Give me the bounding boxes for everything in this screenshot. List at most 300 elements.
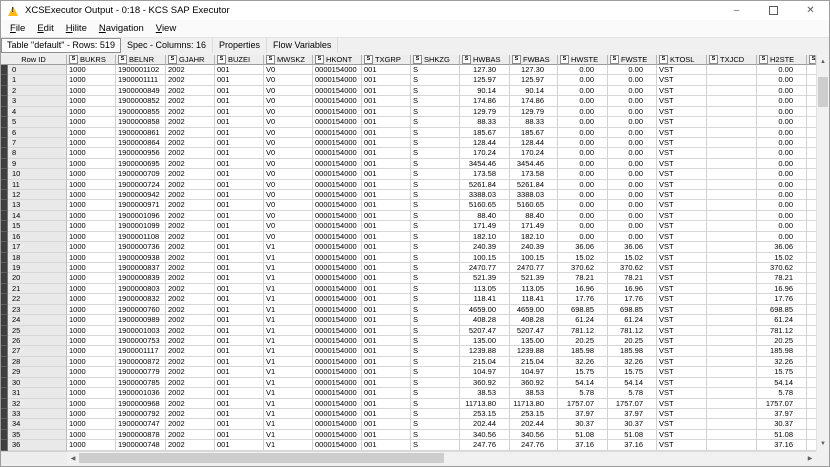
table-header-row [1,55,816,65]
hilite-marker[interactable] [1,75,8,85]
string-type-icon: S [512,55,521,64]
cell-hkont: 0000154000 [313,65,362,75]
cell-bukrs: 1000 [67,169,116,179]
cell-hwbas: 185.67 [460,128,510,138]
cell-txjcd [707,138,757,148]
cell-txjcd [707,315,757,325]
column-header-mwskz[interactable] [264,55,313,65]
cell-hwste: 15.75 [558,367,608,377]
cell-hkont: 0000154000 [313,367,362,377]
table-row[interactable] [1,75,816,85]
cell-clipped [807,440,816,450]
table-row[interactable] [1,273,816,283]
cell-hkont: 0000154000 [313,305,362,315]
menu-navigation[interactable]: Navigation [98,23,144,34]
cell-hkont: 0000154000 [313,294,362,304]
cell-h2ste: 1757.07 [757,399,807,409]
string-type-icon: S [364,55,373,64]
scroll-down-icon[interactable]: ▼ [820,441,826,447]
cell-clipped [807,221,816,231]
column-header-label: FWSTE [621,55,648,64]
row-id: 3 [8,96,67,106]
menu-view[interactable]: View [155,23,177,34]
column-header-fwbas[interactable] [510,55,558,65]
menu-file[interactable]: File [10,23,26,34]
table-row[interactable] [1,96,816,106]
cell-mwskz: V1 [264,367,313,377]
cell-gjahr: 2002 [166,138,215,148]
cell-txjcd [707,419,757,429]
hilite-marker[interactable] [1,86,8,96]
column-header-belnr[interactable] [116,55,166,65]
column-header-h2ste[interactable] [757,55,807,65]
cell-txgrp: 001 [362,326,411,336]
cell-clipped [807,107,816,117]
row-id: 18 [8,253,67,263]
hilite-marker[interactable] [1,388,8,398]
row-id: 17 [8,242,67,252]
cell-txjcd [707,107,757,117]
cell-ktosl: VST [657,263,707,273]
column-header-label: GJAHR [179,55,205,64]
cell-hwste: 185.98 [558,346,608,356]
cell-hwbas: 215.04 [460,357,510,367]
maximize-button[interactable] [755,1,792,20]
hilite-marker[interactable] [1,211,8,221]
string-type-icon: S [809,55,816,64]
cell-hwbas: 127.30 [460,65,510,75]
cell-belnr: 1900000938 [116,253,166,263]
row-id-column-header[interactable]: Row ID [1,55,67,65]
cell-bukrs: 1000 [67,180,116,190]
cell-fwbas: 127.30 [510,65,558,75]
column-header-clipped[interactable] [807,55,816,65]
hilite-marker[interactable] [1,190,8,200]
row-id: 30 [8,378,67,388]
row-id: 9 [8,159,67,169]
hilite-marker[interactable] [1,430,8,440]
table-row[interactable] [1,86,816,96]
cell-fwste: 37.97 [608,409,657,419]
cell-belnr: 1900000839 [116,273,166,283]
table-row[interactable] [1,315,816,325]
cell-ktosl: VST [657,242,707,252]
column-header-buzei[interactable] [215,55,264,65]
cell-belnr: 1900001102 [116,65,166,75]
table-row[interactable] [1,221,816,231]
cell-clipped [807,430,816,440]
row-id: 5 [8,117,67,127]
cell-fwbas: 3454.46 [510,159,558,169]
cell-txgrp: 001 [362,273,411,283]
cell-hwbas: 171.49 [460,221,510,231]
cell-hwbas: 129.79 [460,107,510,117]
cell-h2ste: 37.97 [757,409,807,419]
hilite-marker[interactable] [1,315,8,325]
cell-clipped [807,419,816,429]
cell-hwbas: 38.53 [460,388,510,398]
cell-buzei: 001 [215,200,264,210]
cell-belnr: 1900000709 [116,169,166,179]
string-type-icon: S [709,55,718,64]
cell-hwbas: 118.41 [460,294,510,304]
hilite-marker[interactable] [1,117,8,127]
hilite-marker[interactable] [1,273,8,283]
cell-clipped [807,336,816,346]
cell-mwskz: V0 [264,180,313,190]
cell-txjcd [707,159,757,169]
cell-h2ste: 15.75 [757,367,807,377]
row-id: 35 [8,430,67,440]
string-type-icon: S [560,55,569,64]
cell-bukrs: 1000 [67,117,116,127]
column-header-shkzg[interactable] [411,55,460,65]
table-row[interactable] [1,169,816,179]
cell-fwste: 0.00 [608,232,657,242]
cell-belnr: 1900000864 [116,138,166,148]
string-type-icon: S [462,55,471,64]
cell-belnr: 1900000858 [116,117,166,127]
cell-txjcd [707,378,757,388]
row-id: 19 [8,263,67,273]
column-header-gjahr[interactable] [166,55,215,65]
hilite-marker[interactable] [1,96,8,106]
cell-shkzg: S [411,232,460,242]
cell-bukrs: 1000 [67,86,116,96]
hilite-marker[interactable] [1,180,8,190]
hilite-marker[interactable] [1,409,8,419]
cell-hwste: 0.00 [558,221,608,231]
cell-txgrp: 001 [362,107,411,117]
cell-buzei: 001 [215,284,264,294]
horizontal-scrollbar-thumb[interactable] [79,453,444,463]
cell-fwbas: 129.79 [510,107,558,117]
cell-mwskz: V0 [264,221,313,231]
cell-fwste: 30.37 [608,419,657,429]
column-header-label: FWBAS [523,55,550,64]
cell-fwbas: 521.39 [510,273,558,283]
table-row[interactable] [1,107,816,117]
cell-belnr: 1900001111 [116,75,166,85]
horizontal-scrollbar[interactable] [67,451,816,464]
cell-buzei: 001 [215,273,264,283]
cell-txgrp: 001 [362,117,411,127]
string-type-icon: S [69,55,78,64]
cell-hkont: 0000154000 [313,75,362,85]
table-row[interactable] [1,440,816,450]
cell-hkont: 0000154000 [313,263,362,273]
cell-hkont: 0000154000 [313,253,362,263]
cell-buzei: 001 [215,419,264,429]
cell-h2ste: 0.00 [757,117,807,127]
cell-txjcd [707,367,757,377]
cell-ktosl: VST [657,326,707,336]
hilite-marker[interactable] [1,357,8,367]
cell-belnr: 1900001003 [116,326,166,336]
cell-clipped [807,315,816,325]
cell-hwste: 0.00 [558,200,608,210]
cell-bukrs: 1000 [67,65,116,75]
cell-buzei: 001 [215,367,264,377]
vertical-scrollbar-thumb[interactable] [818,77,828,107]
cell-mwskz: V0 [264,232,313,242]
cell-mwskz: V1 [264,388,313,398]
table-row[interactable] [1,336,816,346]
cell-fwste: 0.00 [608,107,657,117]
cell-hkont: 0000154000 [313,128,362,138]
table-row[interactable] [1,388,816,398]
cell-hwste: 36.06 [558,242,608,252]
table-row[interactable] [1,117,816,127]
cell-clipped [807,169,816,179]
hilite-marker[interactable] [1,169,8,179]
hilite-marker[interactable] [1,399,8,409]
column-header-txgrp[interactable] [362,55,411,65]
minimize-button[interactable]: – [733,5,740,16]
hilite-marker[interactable] [1,65,8,75]
cell-hwbas: 521.39 [460,273,510,283]
cell-h2ste: 36.06 [757,242,807,252]
cell-mwskz: V1 [264,273,313,283]
cell-belnr: 1900001096 [116,211,166,221]
cell-txjcd [707,117,757,127]
cell-mwskz: V0 [264,75,313,85]
hilite-marker[interactable] [1,148,8,158]
row-id: 13 [8,200,67,210]
table-row[interactable] [1,159,816,169]
table-row[interactable] [1,253,816,263]
tab-2[interactable]: Properties [213,38,267,53]
hilite-marker[interactable] [1,253,8,263]
scroll-right-icon[interactable]: ▶ [807,455,813,462]
hilite-marker[interactable] [1,336,8,346]
cell-hkont: 0000154000 [313,273,362,283]
menu-edit[interactable]: Edit [37,23,54,34]
cell-shkzg: S [411,86,460,96]
table-row[interactable] [1,430,816,440]
hilite-marker[interactable] [1,440,8,450]
cell-txjcd [707,357,757,367]
cell-hwste: 370.62 [558,263,608,273]
table-row[interactable] [1,148,816,158]
table-row[interactable] [1,419,816,429]
column-header-txjcd[interactable] [707,55,757,65]
hilite-marker[interactable] [1,128,8,138]
hilite-marker[interactable] [1,159,8,169]
cell-hwbas: 11713.80 [460,399,510,409]
cell-belnr: 1900000748 [116,440,166,450]
hilite-marker[interactable] [1,232,8,242]
cell-shkzg: S [411,253,460,263]
cell-txgrp: 001 [362,242,411,252]
column-header-bukrs[interactable] [67,55,116,65]
table-row[interactable] [1,284,816,294]
cell-belnr: 1900000942 [116,190,166,200]
cell-gjahr: 2002 [166,232,215,242]
tab-3[interactable]: Flow Variables [267,38,338,53]
cell-clipped [807,211,816,221]
column-header-hkont[interactable] [313,55,362,65]
cell-belnr: 1900000956 [116,148,166,158]
table-row[interactable] [1,242,816,252]
cell-mwskz: V0 [264,190,313,200]
cell-fwbas: 185.67 [510,128,558,138]
hilite-marker[interactable] [1,263,8,273]
cell-txgrp: 001 [362,148,411,158]
cell-hwste: 781.12 [558,326,608,336]
table-row[interactable] [1,346,816,356]
table-row[interactable] [1,399,816,409]
table-row[interactable] [1,367,816,377]
hilite-marker[interactable] [1,305,8,315]
row-id: 29 [8,367,67,377]
cell-hkont: 0000154000 [313,211,362,221]
cell-h2ste: 20.25 [757,336,807,346]
cell-buzei: 001 [215,440,264,450]
table-row[interactable] [1,294,816,304]
column-header-hwbas[interactable] [460,55,510,65]
cell-mwskz: V1 [264,419,313,429]
cell-bukrs: 1000 [67,159,116,169]
table-row[interactable] [1,326,816,336]
cell-bukrs: 1000 [67,357,116,367]
vertical-scrollbar[interactable] [816,55,829,451]
cell-shkzg: S [411,65,460,75]
cell-txgrp: 001 [362,294,411,304]
cell-hkont: 0000154000 [313,388,362,398]
column-header-fwste[interactable] [608,55,657,65]
cell-mwskz: V1 [264,294,313,304]
cell-belnr: 1900000792 [116,409,166,419]
cell-hkont: 0000154000 [313,336,362,346]
cell-fwste: 5.78 [608,388,657,398]
hilite-marker[interactable] [1,284,8,294]
hilite-marker[interactable] [1,221,8,231]
hilite-marker[interactable] [1,294,8,304]
cell-buzei: 001 [215,117,264,127]
menu-hilite[interactable]: Hilite [65,23,87,34]
tab-1[interactable]: Spec - Columns: 16 [121,38,213,53]
hilite-marker[interactable] [1,107,8,117]
table-row[interactable] [1,305,816,315]
cell-hkont: 0000154000 [313,378,362,388]
cell-gjahr: 2002 [166,346,215,356]
cell-h2ste: 185.98 [757,346,807,356]
tab-0[interactable]: Table "default" - Rows: 519 [1,38,121,53]
cell-fwste: 0.00 [608,200,657,210]
table-row[interactable] [1,180,816,190]
cell-hkont: 0000154000 [313,221,362,231]
cell-txjcd [707,65,757,75]
close-button[interactable]: ✕ [806,5,815,16]
table-row[interactable] [1,128,816,138]
cell-bukrs: 1000 [67,253,116,263]
cell-clipped [807,159,816,169]
cell-shkzg: S [411,419,460,429]
cell-buzei: 001 [215,409,264,419]
table-row[interactable] [1,409,816,419]
cell-txgrp: 001 [362,419,411,429]
cell-bukrs: 1000 [67,419,116,429]
table-row[interactable] [1,190,816,200]
cell-bukrs: 1000 [67,440,116,450]
cell-hwste: 0.00 [558,190,608,200]
cell-hkont: 0000154000 [313,169,362,179]
cell-hwbas: 128.44 [460,138,510,148]
cell-txjcd [707,96,757,106]
cell-txjcd [707,388,757,398]
cell-fwste: 0.00 [608,148,657,158]
table-row[interactable] [1,378,816,388]
cell-fwste: 1757.07 [608,399,657,409]
table-row[interactable] [1,200,816,210]
cell-clipped [807,263,816,273]
cell-ktosl: VST [657,200,707,210]
cell-mwskz: V1 [264,399,313,409]
hilite-marker[interactable] [1,378,8,388]
menu-bar [1,20,829,38]
cell-txgrp: 001 [362,253,411,263]
cell-belnr: 1900000724 [116,180,166,190]
cell-fwbas: 170.24 [510,148,558,158]
table-row[interactable] [1,357,816,367]
cell-fwste: 54.14 [608,378,657,388]
hilite-marker[interactable] [1,200,8,210]
cell-ktosl: VST [657,284,707,294]
hilite-marker[interactable] [1,419,8,429]
cell-hwbas: 1239.88 [460,346,510,356]
cell-belnr: 1900000872 [116,357,166,367]
cell-txjcd [707,326,757,336]
cell-shkzg: S [411,242,460,252]
cell-hwste: 51.08 [558,430,608,440]
column-header-ktosl[interactable] [657,55,707,65]
cell-gjahr: 2002 [166,357,215,367]
table-row[interactable] [1,263,816,273]
hilite-marker[interactable] [1,326,8,336]
column-header-label: BUKRS [80,55,106,64]
cell-mwskz: V1 [264,242,313,252]
hilite-marker[interactable] [1,242,8,252]
cell-h2ste: 0.00 [757,211,807,221]
cell-txjcd [707,86,757,96]
hilite-marker[interactable] [1,346,8,356]
string-type-icon: S [413,55,422,64]
table-row[interactable] [1,232,816,242]
cell-txgrp: 001 [362,138,411,148]
cell-buzei: 001 [215,128,264,138]
scroll-up-icon[interactable]: ▲ [820,59,826,65]
cell-hkont: 0000154000 [313,357,362,367]
table-row[interactable] [1,211,816,221]
cell-txgrp: 001 [362,128,411,138]
scroll-left-icon[interactable]: ◀ [70,455,76,462]
column-header-label: KTOSL [670,55,695,64]
column-header-hwste[interactable] [558,55,608,65]
cell-bukrs: 1000 [67,378,116,388]
cell-hwste: 0.00 [558,180,608,190]
cell-fwste: 0.00 [608,96,657,106]
cell-fwste: 15.75 [608,367,657,377]
cell-txgrp: 001 [362,305,411,315]
cell-belnr: 1900000968 [116,399,166,409]
hilite-marker[interactable] [1,367,8,377]
hilite-marker[interactable] [1,138,8,148]
table-row[interactable] [1,138,816,148]
row-id: 21 [8,284,67,294]
cell-hkont: 0000154000 [313,315,362,325]
table-row[interactable] [1,65,816,75]
